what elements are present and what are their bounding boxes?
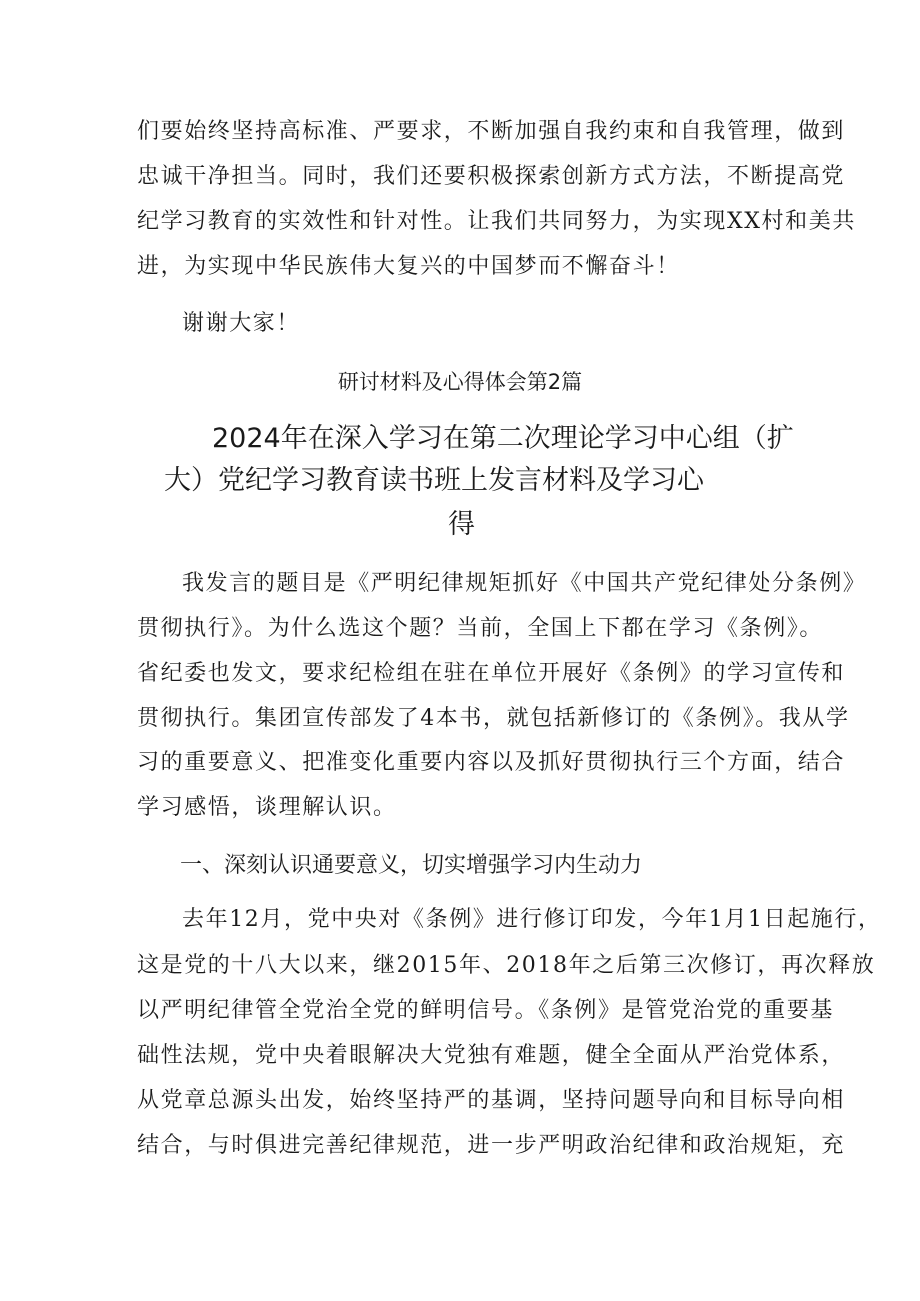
section-subtitle: 研讨材料及心得体会第2篇 xyxy=(337,370,583,394)
intro-line-4: 贯彻执行。集团宣传部发了4本书，就包括新修订的《条例》。我从学 xyxy=(137,706,850,731)
intro-line-1: 我发言的题目是《严明纪律规矩抓好《中国共产党纪律处分条例》 xyxy=(182,571,867,596)
part-one-heading: 一、深刻认识通要意义，切实增强学习内生动力 xyxy=(180,853,643,878)
part-one-line-1: 去年12月，党中央对《条例》进行修订印发，今年1月1日起施行， xyxy=(182,907,882,932)
intro-line-2: 贯彻执行》。为什么选这个题？当前，全国上下都在学习《条例》。 xyxy=(137,616,824,641)
continuation-line-3: 纪学习教育的实效性和针对性。让我们共同努力，为实现XX村和美共 xyxy=(137,209,856,234)
continuation-line-1: 们要始终坚持高标准、严要求，不断加强自我约束和自我管理，做到 xyxy=(137,119,846,144)
section-title-line-2: 大）党纪学习教育读书班上发言材料及学习心 xyxy=(164,465,704,496)
part-one-line-3: 以严明纪律管全党治全党的鲜明信号。《条例》是管党治党的重要基 xyxy=(137,998,835,1023)
part-one-line-2: 这是党的十八大以来，继2015年、2018年之后第三次修订，再次释放 xyxy=(137,953,876,978)
thanks-line: 谢谢大家！ xyxy=(182,311,301,336)
part-one-line-4: 础性法规，党中央着眼解决大党独有难题，健全全面从严治党体系， xyxy=(137,1043,846,1068)
continuation-line-4: 进，为实现中华民族伟大复兴的中国梦而不懈奋斗！ xyxy=(137,254,680,279)
intro-line-3: 省纪委也发文，要求纪检组在驻在单位开展好《条例》的学习宣传和 xyxy=(137,661,846,686)
section-title-line-3: 得 xyxy=(448,509,475,540)
part-one-line-6: 结合，与时俱进完善纪律规范，进一步严明政治纪律和政治规矩，充 xyxy=(137,1133,846,1158)
continuation-line-2: 忠诚干净担当。同时，我们还要积极探索创新方式方法，不断提高党 xyxy=(137,164,846,189)
intro-line-5: 习的重要意义、把准变化重要内容以及抓好贯彻执行三个方面，结合 xyxy=(137,750,846,775)
part-one-line-5: 从党章总源头出发，始终坚持严的基调，坚持问题导向和目标导向相 xyxy=(137,1088,846,1113)
intro-line-6: 学习感悟，谈理解认识。 xyxy=(137,795,397,820)
section-title-line-1: 2024年在深入学习在第二次理论学习中心组（扩 xyxy=(212,423,794,454)
